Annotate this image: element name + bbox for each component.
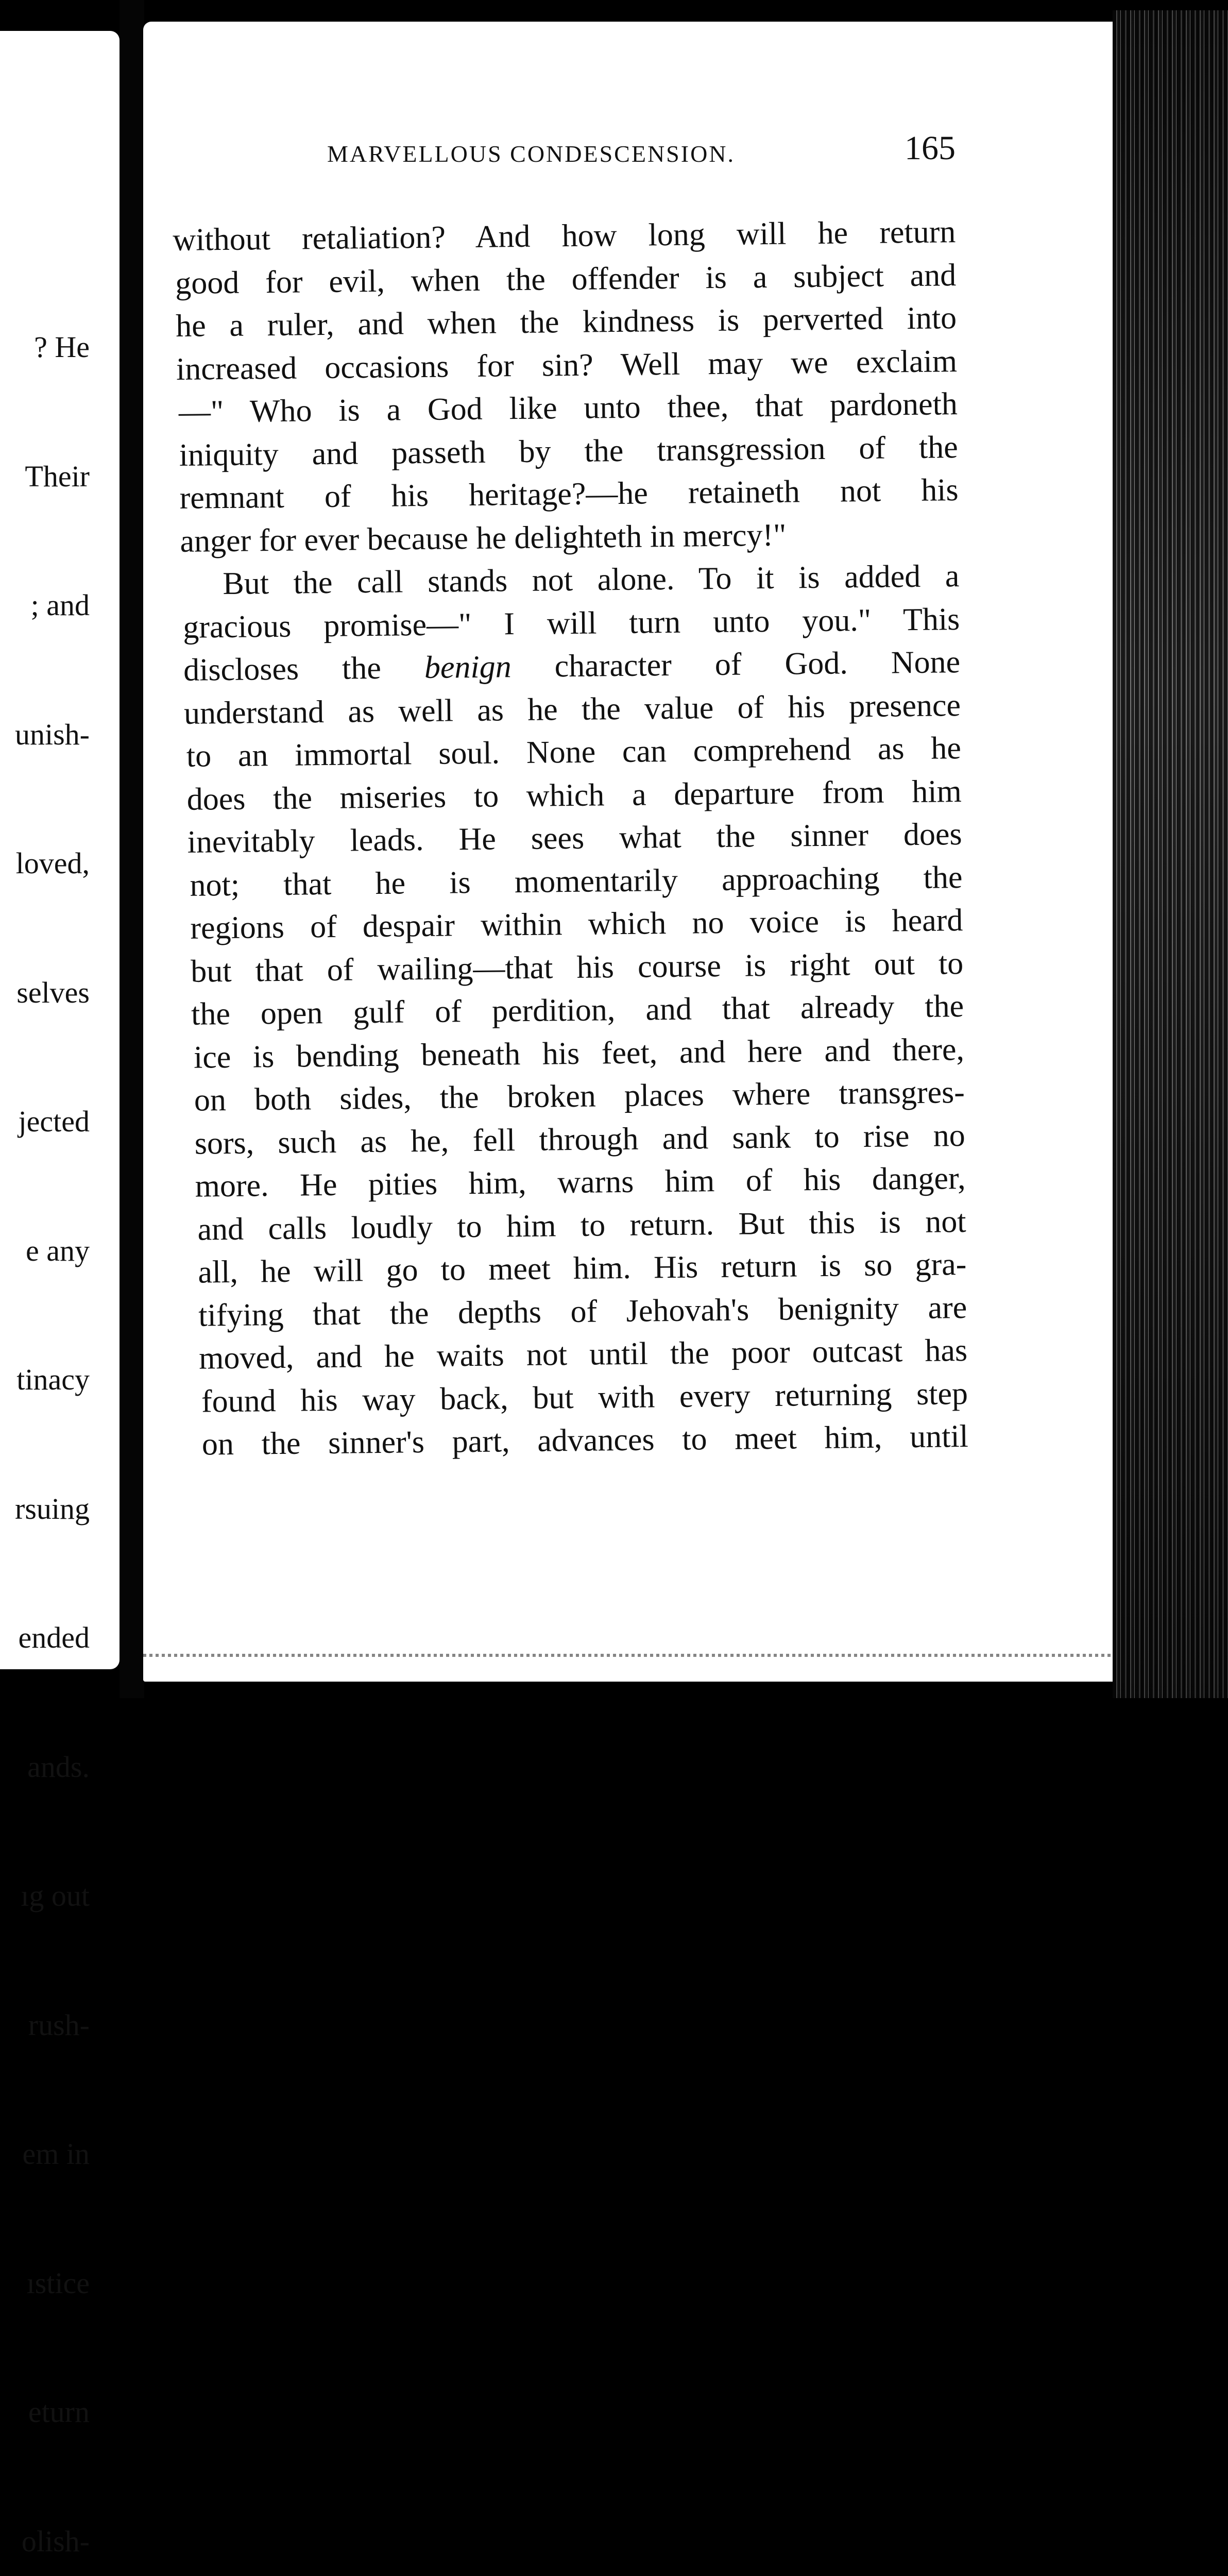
text-line [183,641,961,692]
text-line: tifying that the depths of Jehovah's benignity are [198,1290,967,1333]
text-line: all, he will go to meet him. His return is so gra- [198,1246,967,1290]
left-line: Their [25,459,90,493]
page-bottom-edge [143,1654,1122,1657]
previous-page-fragment [0,31,120,2558]
left-line: unish- [15,717,90,751]
running-head [180,129,956,170]
page-number: 165 [905,129,956,167]
left-line: olish- [21,2524,90,2558]
left-line: ıg out [21,1879,90,1912]
text-line: on both sides, the broken places where transgres- [194,1074,965,1118]
left-line: tinacy [16,1363,90,1396]
left-line: jected [18,1105,90,1138]
text-line: without retaliation? And how long will he return [173,214,956,258]
text-line: ice is bending beneath his feet, and here and there, [193,1031,965,1075]
text-line: does the miseries to which a departure from him [186,773,962,817]
left-line: rsuing [15,1492,90,1526]
left-line: ıstice [26,2266,90,2300]
left-line: loved, [15,846,90,880]
left-line: selves [16,975,90,1009]
text-line: the open gulf of perdition, and that already the [191,989,964,1032]
text-line: gracious promise—" I will turn unto you." This [182,601,960,645]
text-line: on the sinner's part, advances to meet him, until [201,1418,969,1462]
left-line: eturn [28,2395,90,2429]
text-line: But the call stands not alone. To it is added a [223,558,960,602]
emphasized-word: benign [424,649,511,685]
left-line: ended [18,1621,90,1654]
left-line: ; and [30,588,90,622]
chapter-running-title: MARVELLOUS CONDESCENSION. [327,141,736,167]
text-fragment: character of God. None [554,645,961,684]
text-line: good for evil, when the offender is a subject and [175,257,957,301]
text-line: and calls loudly to him to return. But this is not [197,1204,966,1247]
text-line: found his way back, but with every returning step [201,1376,968,1419]
left-line: em in [22,2137,90,2171]
left-line: e any [26,1233,90,1267]
text-line: moved, and he waits not until the poor outcast has [198,1332,968,1376]
text-line: to an immortal soul. None can comprehend as he [186,731,962,774]
text-line: he a ruler, and when the kindness is perverted into [175,300,957,344]
text-line: understand as well as he the value of his presence [183,687,961,731]
book-gutter [120,0,144,1698]
text-line: not; that he is momentarily approaching the [190,859,963,903]
text-line: inevitably leads. He sees what the sinner does [187,817,962,860]
text-line: sors, such as he, fell through and sank to rise no [194,1117,966,1161]
left-line: rush- [28,2008,90,2042]
text-line: anger for ever because he delighteth in mercy!" [180,517,787,559]
text-line: but that of wailing—that his course is right out to [190,945,964,989]
text-line: —" Who is a God like unto thee, that pardoneth [178,386,958,430]
left-line: ands. [27,1750,90,1784]
text-fragment: discloses the [183,650,382,688]
body-text [173,211,968,1466]
book-fore-edge [1113,10,1228,1698]
text-line: remnant of his heritage?—he retaineth not his [179,472,959,516]
text-line: iniquity and passeth by the transgression of the [179,429,959,473]
text-line: increased occasions for sin? Well may we exclaim [176,343,958,387]
previous-page-text [15,240,90,2576]
left-line: ? He [34,330,90,364]
text-line: more. He pities him, warns him of his danger, [195,1160,966,1204]
text-line: regions of despair within which no voice is heard [190,903,963,946]
